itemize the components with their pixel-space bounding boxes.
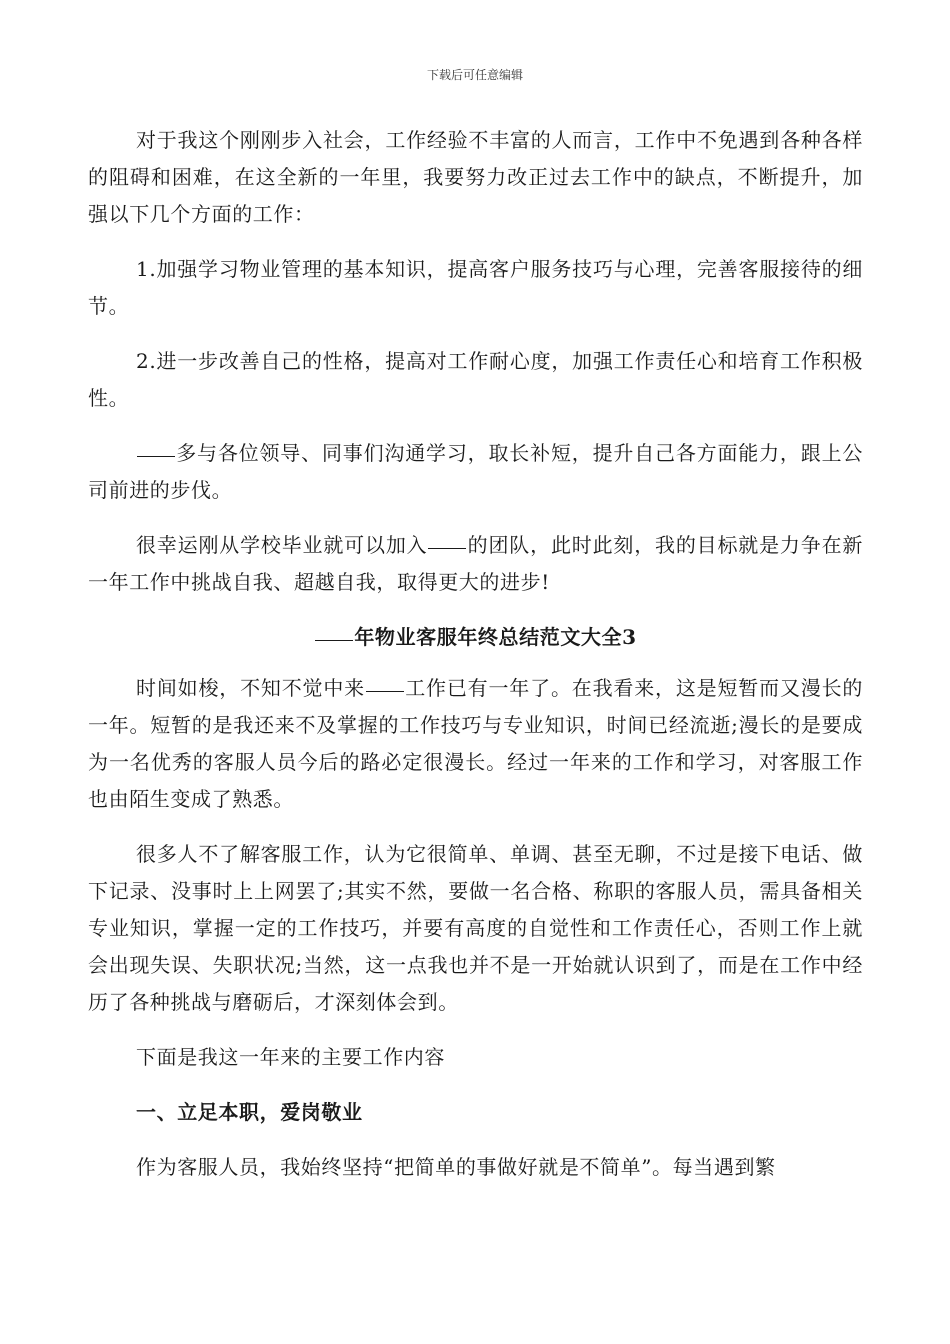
header-note: 下载后可任意编辑 xyxy=(426,68,523,82)
paragraph-4-text: 多与各位领导、同事们沟通学习，取长补短，提升自己各方面能力，跟上公司前进的步伐。 xyxy=(88,441,863,502)
section-heading-1: 一、立足本职，爱岗敬业 xyxy=(136,1100,363,1124)
section-title-text: 年物业客服年终总结范文大全3 xyxy=(354,625,637,649)
fill-blank xyxy=(315,639,353,641)
fill-blank xyxy=(428,547,466,549)
paragraph-5 xyxy=(88,527,863,601)
paragraph-3: 2.进一步改善自己的性格，提高对工作耐心度，加强工作责任心和培育工作积极性。 xyxy=(88,349,863,410)
paragraph-9: 作为客服人员，我始终坚持“把简单的事做好就是不简单”。每当遇到繁 xyxy=(136,1155,776,1179)
section-title xyxy=(88,619,863,656)
paragraph-6 xyxy=(88,670,863,818)
paragraph-6-text-a: 时间如梭，不知不觉中来 xyxy=(136,676,365,700)
paragraph-8: 下面是我这一年来的主要工作内容 xyxy=(136,1045,445,1069)
fill-blank xyxy=(137,455,175,457)
paragraph-4 xyxy=(88,435,863,509)
paragraph-7: 很多人不了解客服工作，认为它很简单、单调、甚至无聊，不过是接下电话、做下记录、没事时上上网罢了;其实不然，要做一名合格、称职的客服人员，需具备相关专业知识，掌握一定的工作技巧，并要有高度的自觉性和工作责任心，否则工作上就会出现失误、失职状况;当然，这一点我也并不是一开始就认识到了，而是在工作中经历了各种挑战与磨砺后，才深刻体会到。 xyxy=(88,842,863,1014)
paragraph-6-text-b: 工作已有一年了。在我看来，这是短暂而又漫长的一年。短暂的是我还来不及掌握的工作技巧与专业知识，时间已经流逝;漫长的是要成为一名优秀的客服人员今后的路必定很漫长。经过一年来的工作和学习，对客服工作也由陌生变成了熟悉。 xyxy=(88,676,863,811)
paragraph-5-text-b: 的团队，此时此刻，我的目标就是力争在新一年工作中挑战自我、超越自我，取得更大的进步! xyxy=(88,533,863,594)
paragraph-2: 1.加强学习物业管理的基本知识，提高客户服务技巧与心理，完善客服接待的细节。 xyxy=(88,257,863,318)
paragraph-5-text-a: 很幸运刚从学校毕业就可以加入 xyxy=(136,533,428,557)
document-content xyxy=(88,122,863,1204)
paragraph-1: 对于我这个刚刚步入社会，工作经验不丰富的人而言，工作中不免遇到各种各样的阻碍和困难，在这全新的一年里，我要努力改正过去工作中的缺点，不断提升，加强以下几个方面的工作： xyxy=(88,128,863,226)
fill-blank xyxy=(366,690,404,692)
